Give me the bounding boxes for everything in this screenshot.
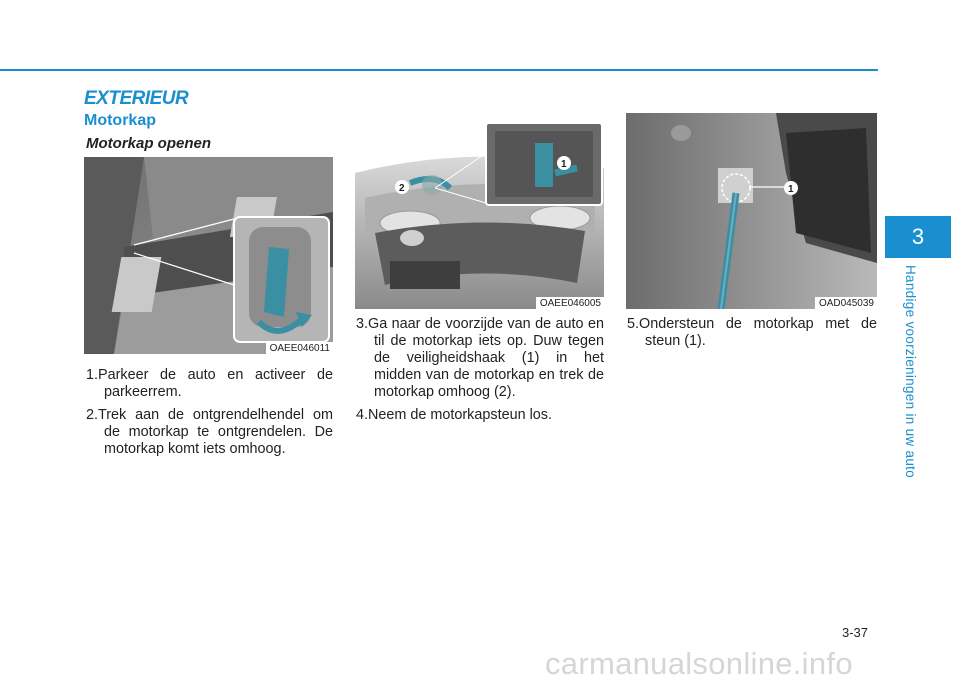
support-rod-illustration: [626, 113, 877, 309]
page-number: 3-37: [842, 625, 869, 640]
step-4: 4.Neem de motorkapsteun los.: [356, 407, 552, 423]
figure-code-2: OAEE046005: [536, 297, 604, 309]
figure-support-rod: [626, 113, 877, 309]
step-1: 1.Parkeer de auto en activeer de parkeerrem.: [86, 367, 333, 400]
safety-hook-illustration: [355, 113, 604, 309]
figure-code-1: OAEE046011: [266, 342, 333, 354]
step-2: 2.Trek aan de ontgrendelhendel om de motorkap te ontgrendelen. De motorkap komt iets omhoog.: [86, 407, 333, 457]
subsection-title: Motorkap: [84, 112, 156, 129]
step-5: 5.Ondersteun de motorkap met de steun (1).: [627, 316, 877, 349]
figure-release-lever: [84, 157, 333, 354]
chapter-tab[interactable]: 3: [885, 216, 951, 258]
callout-1: 1: [561, 159, 567, 170]
figure-safety-hook: [355, 113, 604, 309]
figure-code-3: OAD045039: [815, 297, 877, 309]
steps-column-3: [627, 316, 877, 356]
release-lever-illustration: [84, 157, 333, 354]
section-title: EXTERIEUR: [84, 88, 189, 109]
chapter-label: Handige voorzieningen in uw auto: [903, 265, 918, 478]
header-rule: [0, 69, 878, 71]
step-3: 3.Ga naar de voorzijde van de auto en til de motorkap iets op. Duw tegen de veiligheidshaak (1) in het midden van de motorkap en trek de motorkap omhoog (2).: [356, 316, 604, 400]
watermark: carmanualsonline.info: [545, 646, 853, 681]
procedure-title: Motorkap openen: [86, 135, 212, 152]
callout-2: 2: [399, 183, 405, 194]
steps-column-2: [356, 316, 604, 430]
callout-1: 1: [788, 184, 794, 195]
steps-column-1: [86, 367, 333, 464]
